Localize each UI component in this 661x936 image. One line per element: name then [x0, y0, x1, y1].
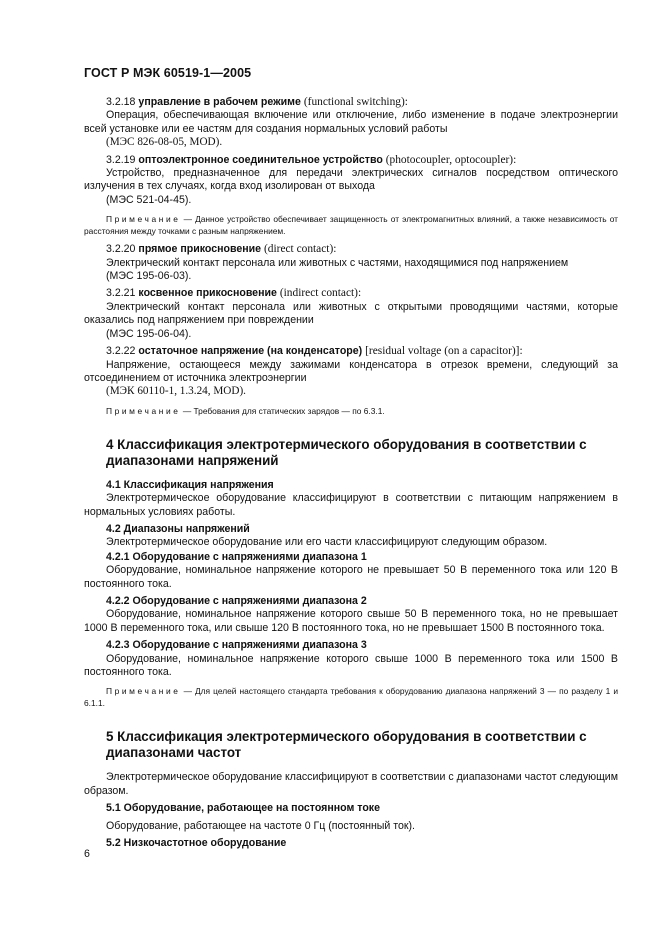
source-reference: (МЭК 60110-1, 1.3.24, MOD).	[106, 385, 246, 398]
term-title: прямое прикосновение	[138, 243, 262, 256]
clause-number: 3.2.20	[106, 243, 136, 256]
definition-text: Устройство, предназначенное для передачи электрических сигналов посредством оптического излучения в тех случаях, когда вход изолирован от выхода	[84, 167, 618, 193]
section-5-intro: Электротермическое оборудование классифицируют в соответствии с диапазонами частот следующим образом.	[84, 771, 618, 797]
definition-text: Операция, обеспечивающая включение или отключение, либо изменение в подаче электроэнергии всей установке или ее частям для создания нормальных условий работы	[84, 109, 618, 135]
subsection-5-1-text: Оборудование, работающее на частоте 0 Гц (постоянный ток).	[106, 819, 415, 832]
term-title: косвенное прикосновение	[138, 287, 277, 300]
note-section-4	[84, 685, 618, 709]
section-4-title: 4 Классификация электротермического оборудования в соответствии с диапазонами напряжений	[106, 436, 587, 468]
english-term: [residual voltage (on a capacitor)]:	[365, 345, 523, 358]
subsection-4-2-3-text: Оборудование, номинальное напряжение которого свыше 1000 В переменного тока или 1500 В постоянного тока.	[84, 652, 618, 678]
definition-text: Электрический контакт персонала или животных с частями, находящимися под напряжением	[106, 256, 569, 269]
subsection-4-2-title: 4.2 Диапазоны напряжений	[106, 522, 250, 535]
note-label: Примечание	[106, 214, 181, 225]
term-title: остаточное напряжение (на конденсаторе)	[138, 345, 363, 358]
note-text: — Для целей настоящего стандарта требования к оборудованию диапазона напряжений 3 — по разделу 1 и 6.1.1.	[84, 686, 618, 709]
clause-number: 3.2.19	[106, 153, 136, 166]
clause-number: 3.2.22	[106, 345, 136, 358]
definition-3-2-20-heading	[84, 243, 618, 256]
subsection-5-2-title: 5.2 Низкочастотное оборудование	[106, 837, 287, 850]
subsection-4-1-text: Электротермическое оборудование классифицируют в соответствии с питающим напряжением в нормальных условиях работы.	[84, 492, 618, 518]
note-3-2-19	[84, 213, 618, 237]
subsection-4-2-2-title: 4.2.2 Оборудование с напряжениями диапазона 2	[106, 594, 367, 607]
section-5-title: 5 Классификация электротермического оборудования в соответствии с диапазонами частот	[106, 729, 587, 761]
term-title: управление в рабочем режиме	[138, 96, 301, 108]
page-number: 6	[84, 848, 90, 860]
subsection-4-1-title: 4.1 Классификация напряжения	[106, 478, 274, 491]
definition-3-2-19-heading	[84, 154, 618, 167]
note-label: Примечание	[106, 405, 181, 416]
subsection-4-2-2-text: Оборудование, номинальное напряжение которого свыше 50 В переменного тока, но не превышает 1000 В переменного тока, или свыше 120 В постоянного тока, но не превышает 1500 В постоянного тока.	[84, 608, 618, 634]
subsection-5-1-title: 5.1 Оборудование, работающее на постоянном токе	[106, 802, 380, 815]
source-reference: (МЭС 826-08-05, MOD).	[106, 136, 223, 149]
definition-text: Напряжение, остающееся между зажимами конденсатора в отрезок времени, следующий за отсоединением от источника электроэнергии	[84, 358, 618, 384]
page-content	[84, 96, 618, 850]
subsection-4-2-3-title: 4.2.3 Оборудование с напряжениями диапазона 3	[106, 639, 367, 652]
source-reference: (МЭС 195-06-04).	[106, 327, 192, 340]
note-text: — Требования для статических зарядов — по 6.3.1.	[182, 405, 385, 416]
clause-number: 3.2.21	[106, 287, 136, 300]
note-text: — Данное устройство обеспечивает защищенность от электромагнитных влияний, а также независимость от расстояния между точками с разным напряжением.	[84, 214, 619, 237]
note-3-2-22	[84, 405, 618, 417]
definition-text: Электрический контакт персонала или животных с открытыми проводящими частями, которые оказались под напряжением при повреждении	[84, 300, 618, 327]
english-term: (photocoupler, optocoupler):	[385, 153, 517, 166]
term-title: оптоэлектронное соединительное устройство	[138, 153, 383, 166]
standard-code-header: ГОСТ Р МЭК 60519-1—2005	[84, 66, 252, 80]
note-label: Примечание	[106, 686, 181, 697]
english-term: (indirect contact):	[279, 287, 362, 300]
english-term: (direct contact):	[264, 243, 337, 256]
definition-3-2-21-heading	[84, 287, 618, 300]
subsection-4-2-1-title: 4.2.1 Оборудование с напряжениями диапазона 1	[106, 550, 367, 563]
english-term: (functional switching):	[303, 96, 408, 108]
definition-3-2-22-heading	[84, 345, 618, 358]
source-reference: (МЭС 521-04-45).	[106, 193, 192, 206]
clause-number: 3.2.18	[106, 96, 136, 108]
source-reference: (МЭС 195-06-03).	[106, 270, 192, 283]
definition-3-2-18-heading	[84, 96, 618, 109]
subsection-4-2-1-text: Оборудование, номинальное напряжение которого не превышает 50 В переменного тока или 120 В постоянного тока.	[84, 564, 618, 590]
subsection-4-2-text: Электротермическое оборудование или его части классифицируют следующим образом.	[106, 536, 548, 549]
